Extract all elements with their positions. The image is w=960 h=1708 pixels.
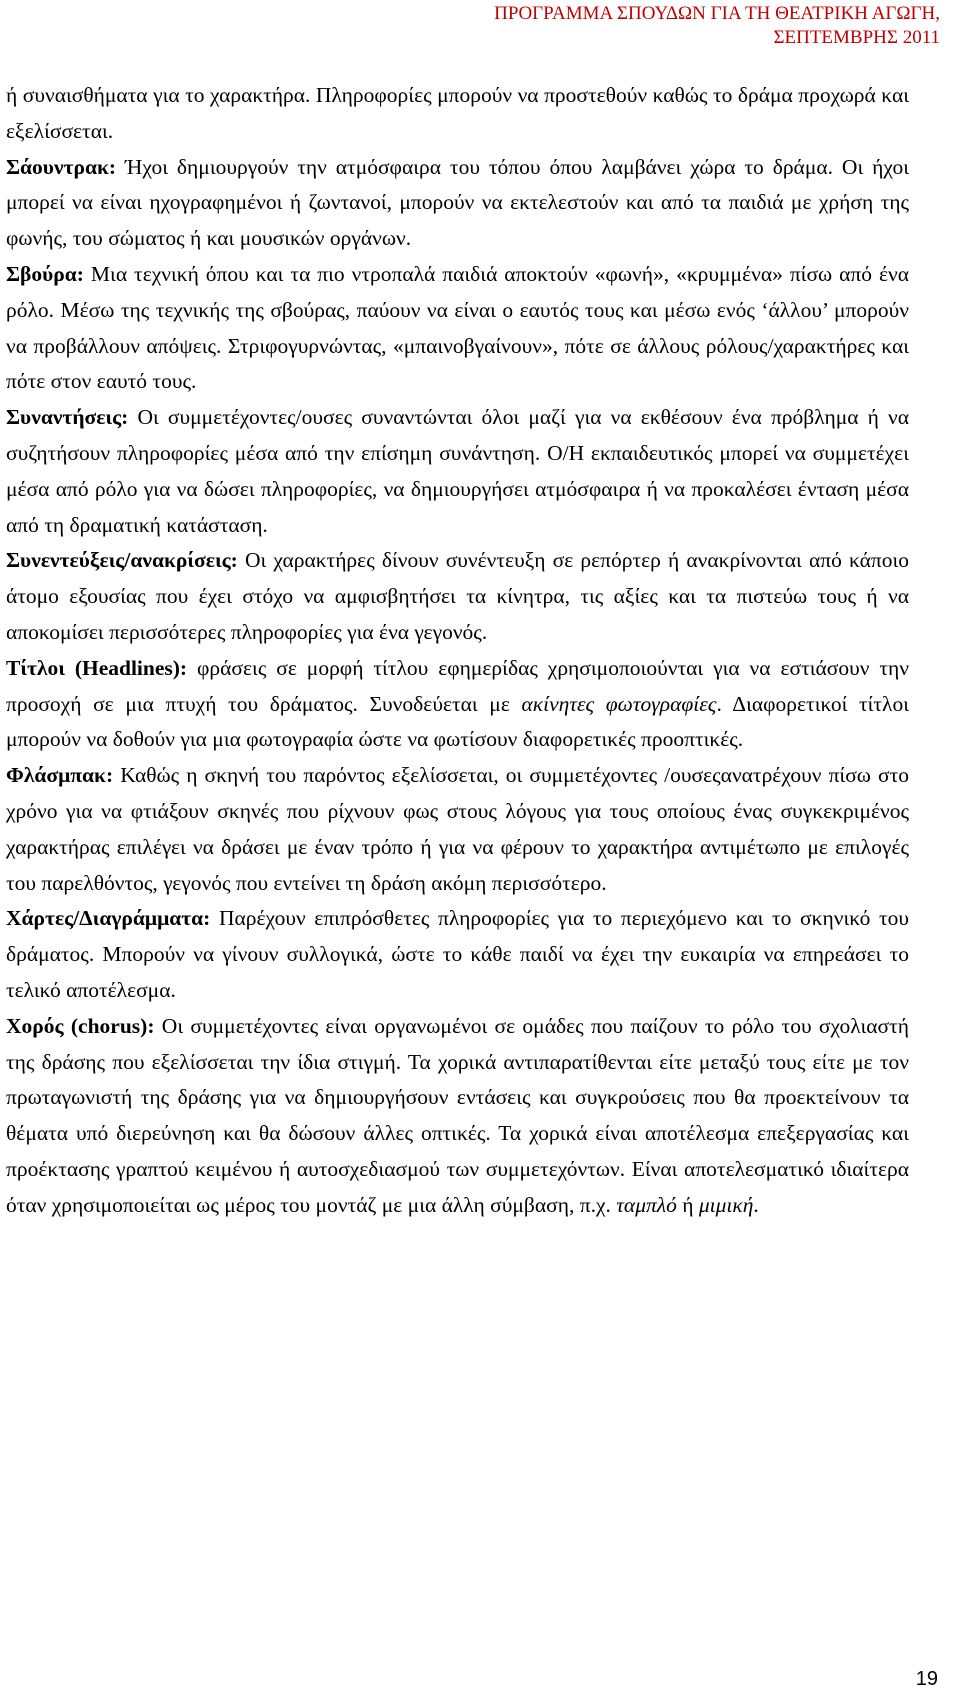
term-label: Συναντήσεις: bbox=[6, 405, 129, 430]
entry-maps: Χάρτες/Διαγράμματα: Παρέχουν επιπρόσθετες πληροφορίες για το περιεχόμενο και το σκηνικό του δράματος. Μπορούν να γίνουν συλλογικά, ώστε το κάθε παιδί να έχει την ευκαιρία να επηρεάσει το τελικό αποτέλεσμα. bbox=[6, 906, 909, 1002]
entry-meetings: Συναντήσεις: Οι συμμετέχοντες/ουσες συναντώνται όλοι μαζί για να εκθέσουν ένα πρόβλημα ή να συζητήσουν πληροφορίες μέσα από την επίσημη συνάντηση. Ο/Η εκπαιδευτικός μπορεί να συμμετέχει μέσα από ρόλο για να δώσει πληροφορίες, να δημιουργήσει ατμόσφαιρα ή να προκαλέσει ένταση μέσα από τη δραματική κατάσταση. bbox=[6, 405, 909, 537]
entry-headlines: Τίτλοι (Headlines): φράσεις σε μορφή τίτλου εφημερίδας χρησιμοποιούνται για να εστιάσουν την προσοχή σε μια πτυχή του δράματος. Συνοδεύεται με ακίνητες φωτογραφίες. Διαφορετικοί τίτλοι μπορούν να δοθούν για μια φωτογραφία ώστε να φωτίσουν διαφορετικές προοπτικές. bbox=[6, 655, 910, 752]
running-header bbox=[240, 2, 940, 50]
entry-svoura: Σβούρα: Μια τεχνική όπου και τα πιο ντροπαλά παιδιά αποκτούν «φωνή», «κρυμμένα» πίσω από ένα ρόλο. Μέσω της τεχνικής της σβούρας, παύουν να είναι ο εαυτός τους και μέσω ενός ‘άλλου’ μπορούν να προβάλλουν απόψεις. Στριφογυρνώντας, «μπαινοβγαίνουν», πότε σε άλλους ρόλους/χαρακτήρες και πότε στον εαυτό τους. bbox=[6, 261, 909, 394]
term-label: Φλάσμπακ: bbox=[6, 763, 114, 788]
entry-interviews: Συνεντεύξεις/ανακρίσεις: Οι χαρακτήρες δίνουν συνέντευξη σε ρεπόρτερ ή ανακρίνονται από κάποιο άτομο εξουσίας που έχει στόχο να αμφισβητήσει τα κίνητρα, τις αξίες και τα πιστεύω τους ή να αποκομίσει περισσότερες πληροφορίες για ένα γεγονός. bbox=[6, 548, 909, 644]
italic-term: ταμπλό bbox=[616, 1192, 677, 1217]
header-title: ΠΡΟΓΡΑΜΜΑ ΣΠΟΥΔΩΝ ΓΙΑ ΤΗ ΘΕΑΤΡΙΚΗ ΑΓΩΓΗ, bbox=[494, 3, 940, 24]
entry-flashback: Φλάσμπακ: Καθώς η σκηνή του παρόντος εξελίσσεται, οι συμμετέχοντες /ουσεςανατρέχουν πίσω στο χρόνο για να φτιάξουν σκηνές που ρίχνουν φως στους λόγους για τους οποίους ένας συγκεκριμένος χαρακτήρας επιλέγει να δράσει με έναν τρόπο ή για να φέρουν το χαρακτήρα αντιμέτωπο με επιλογές του παρελθόντος, γεγονός που εντείνει τη δράση ακόμη περισσότερο. bbox=[6, 763, 909, 895]
header-date: ΣΕΠΤΕΜΒΡΗΣ 2011 bbox=[773, 27, 940, 48]
document-body bbox=[6, 78, 909, 1224]
page-number: 19 bbox=[915, 1668, 938, 1690]
term-label: Σάουντρακ: bbox=[6, 154, 117, 179]
entry-soundtrack: Σάουντρακ: Ήχοι δημιουργούν την ατμόσφαιρα του τόπου όπου λαμβάνει χώρα το δράμα. Οι ήχοι μπορεί να είναι ηχογραφημένοι ή ζωντανοί, μπορούν να εκτελεστούν και από τα παιδιά με χρήση της φωνής, του σώματος ή και μουσικών οργάνων. bbox=[6, 154, 909, 251]
term-label: Χορός (chorus): bbox=[6, 1013, 155, 1038]
term-label: Χάρτες/Διαγράμματα: bbox=[6, 906, 211, 931]
term-label: Συνεντεύξεις/ανακρίσεις: bbox=[6, 548, 238, 573]
entry-chorus: Χορός (chorus): Οι συμμετέχοντες είναι οργανωμένοι σε ομάδες που παίζουν το ρόλο του σχολιαστή της δράσης που εξελίσσεται την ίδια στιγμή. Τα χορικά αντιπαρατίθενται είτε μεταξύ τους είτε με τον πρωταγωνιστή της δράσης για να δημιουργήσουν εντάσεις και συγκρούσεις που θα προεκτείνουν τα θέματα υπό διερεύνηση και θα δώσουν άλλες οπτικές. Τα χορικά είναι αποτέλεσμα επεξεργασίας και προέκτασης γραπτού κειμένου ή αυτοσχεδιασμού των συμμετεχόντων. Είναι αποτελεσματικό ιδιαίτερα όταν χρησιμοποιείται ως μέρος του μοντάζ με μια άλλη σύμβαση, π.χ. ταμπλό ή μιμική. bbox=[6, 1013, 909, 1217]
term-label: Τίτλοι (Headlines): bbox=[6, 655, 188, 680]
term-label: Σβούρα: bbox=[6, 261, 84, 286]
paragraph-continuation: ή συναισθήματα για το χαρακτήρα. Πληροφορίες μπορούν να προστεθούν καθώς το δράμα προχωρά και εξελίσσεται. bbox=[6, 83, 909, 143]
italic-term: ακίνητες φωτογραφίες bbox=[521, 691, 717, 716]
italic-term: μιμική bbox=[698, 1192, 754, 1217]
